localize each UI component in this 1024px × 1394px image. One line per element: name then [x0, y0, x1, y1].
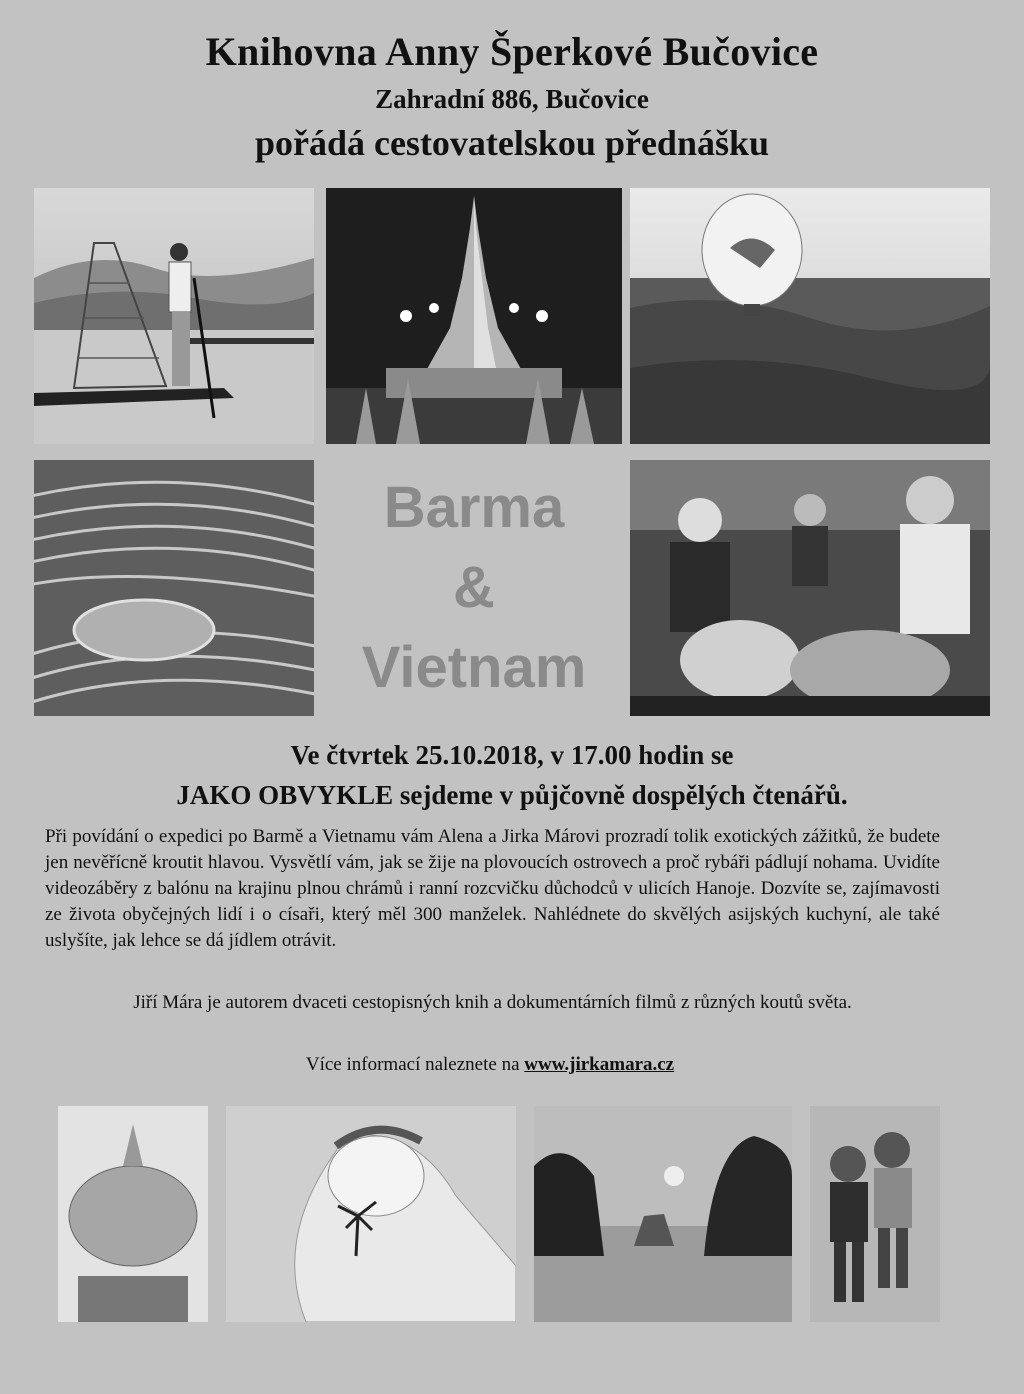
- photo-motorbikes: [630, 460, 990, 716]
- photo-children: [810, 1106, 940, 1322]
- feature-title: [318, 468, 630, 708]
- feature-title-line-3: Vietnam: [361, 635, 587, 700]
- photo-golden-rock: [58, 1106, 208, 1322]
- photo-fisherman: [34, 188, 314, 444]
- page-subtitle: pořádá cestovatelskou přednášku: [254, 123, 770, 163]
- photo-rice-terraces: [34, 460, 314, 716]
- photo-reclining-buddha: [226, 1106, 516, 1322]
- page-title: Knihovna Anny Šperkové Bučovice: [205, 29, 819, 74]
- event-place: JAKO OBVYKLE sejdeme v půjčovně dospělých čtenářů.: [176, 780, 848, 810]
- photo-balloon: [630, 188, 990, 444]
- more-info: [0, 1054, 980, 1076]
- feature-title-line-1: Barma: [383, 475, 565, 540]
- more-info-prefix: Více informací naleznete na: [305, 1054, 520, 1075]
- author-info: Jiří Mára je autorem dvaceti cestopisných knih a dokumentárních filmů z různých koutů světa.: [133, 992, 852, 1013]
- event-date: Ve čtvrtek 25.10.2018, v 17.00 hodin se: [290, 740, 734, 770]
- website-link[interactable]: www.jirkamara.cz: [524, 1054, 675, 1075]
- event-description: Při povídání o expedici po Barmě a Vietnamu vám Alena a Jirka Márovi prozradí tolik exotických zážitků, že budete jen nevěřícně kroutit hlavou. Vysvětlí vám, jak se žije na plovoucích ostrovech a proč rybáři pádlují nohama. Uvidíte videozáběry z balónu na krajinu plnou chrámů i ranní rozcvičku důchodců v ulicích Hanoje. Dozvíte se, zajímavosti ze života obyčejných lidí i o císaři, který měl 300 manželek. Nahlédnete do skvělých asijských kuchyní, ale také uslyšíte, jak lehce se dá jídlem otrávit.: [45, 826, 940, 951]
- photo-pagoda: [326, 188, 622, 444]
- photo-halong-bay: [534, 1106, 792, 1322]
- feature-title-line-2: &: [453, 555, 495, 620]
- library-address: Zahradní 886, Bučovice: [375, 84, 649, 114]
